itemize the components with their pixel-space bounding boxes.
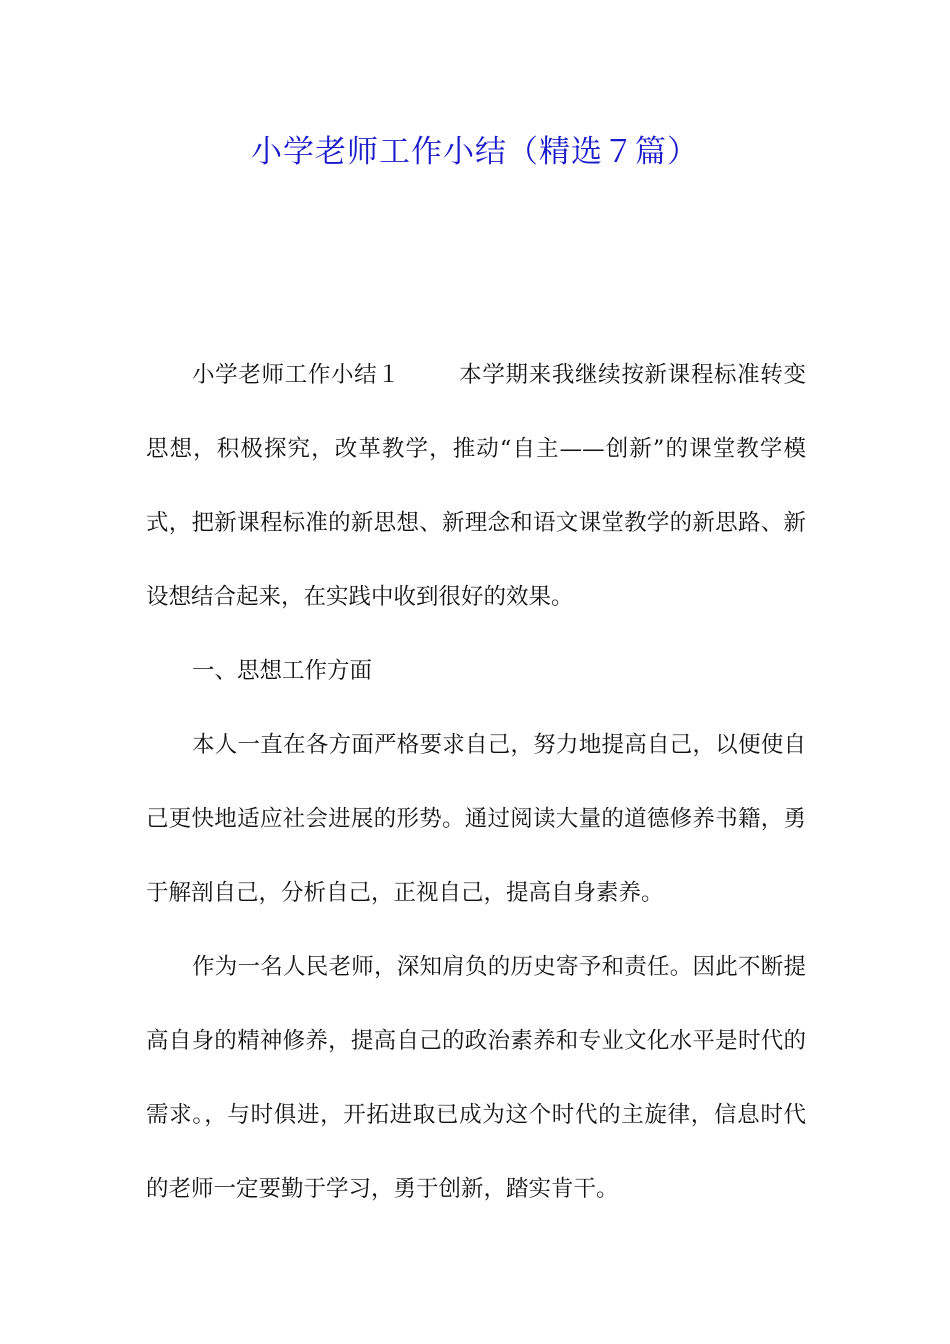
intro-paragraph [146, 338, 806, 634]
paragraph: 作为一名人民老师，深知肩负的历史寄予和责任。因此不断提高自身的精神修养，提高自己的政治素养和专业文化水平是时代的需求。，与时俱进，开拓进取已成为这个时代的主旋律，信息时代的老师一定要勤于学习，勇于创新，踏实肯干。 [146, 954, 806, 1202]
section-heading: 小学老师工作小结１ [192, 362, 401, 388]
subsection-heading: 一、思想工作方面 [192, 658, 373, 684]
paragraph: 本人一直在各方面严格要求自己，努力地提高自己，以便使自己更快地适应社会进展的形势。通过阅读大量的道德修养书籍，勇于解剖自己，分析自己，正视自己，提高自身素养。 [146, 732, 806, 906]
document-title: 小学老师工作小结（精选７篇） [251, 134, 699, 170]
document-body [146, 338, 806, 1226]
paragraph-text: 本学期来我继续按新课程标准转变思想，积极探究，改革教学，推动“自主——创新”的课堂教学模式，把新课程标准的新思想、新理念和语文课堂教学的新思路、新设想结合起来，在实践中收到很好的效果。 [146, 362, 806, 610]
